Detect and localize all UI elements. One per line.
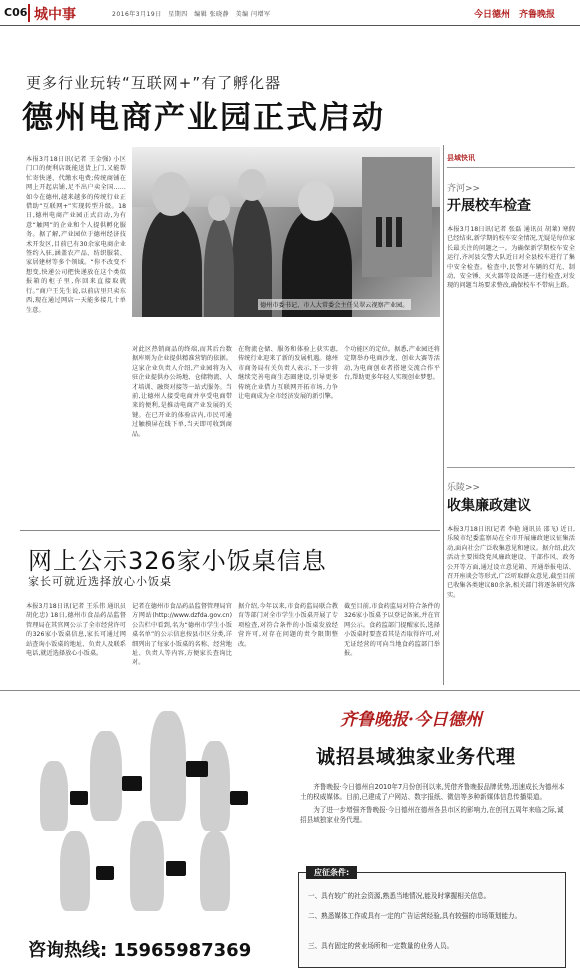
sidebar-rule	[447, 467, 575, 468]
illustration-person	[60, 831, 90, 911]
briefcase-icon	[96, 866, 114, 880]
illustration-person	[200, 831, 230, 911]
ad-body-paragraph: 齐鲁晚报·今日德州自2010年7月份创刊以来,凭借齐鲁晚报品牌优势,迅速成长为德州本土的权威媒体。目前,已建成了户网站、数字报纸、微信等多种新媒体信息传播渠道。	[300, 783, 565, 801]
article2-col2: 记者在德州市食品药品监督管理局官方网站(http://www.dzfda.gov.cn)公告栏中看到,名为“德州市学生小饭桌名单”的公示信息按县市区分类,详细列出了每家小饭桌的名称、经营地址、负责人等内容,方便家长查询比对。	[132, 603, 232, 667]
ad-body	[300, 782, 565, 825]
article2-col3: 据介绍,今年以来,市食药监局联合教育等部门对全市学生小饭桌开展了专项检查,对符合条件的小饭桌发放经营许可,对存在问题的责令限期整改。	[238, 603, 338, 648]
issue-meta: 2016年3月19日 星期四 编辑 张晓静 美编 闫增军	[112, 11, 271, 18]
county-news-sidebar	[447, 145, 575, 690]
news2-title: 收集廉政建议	[447, 498, 531, 514]
condition-item: 三、具有固定的营业场所和一定数量的业务人员。	[308, 942, 454, 950]
section-title: 城中事	[34, 7, 76, 23]
article-divider	[20, 530, 440, 531]
article2-col4: 截至目前,市食药监局对符合条件的326家小饭桌予以登记备案,并在官网公示。食药监部门提醒家长,选择小饭桌时要查看其是否取得许可,对无证经营的可向当地食药监部门举报。	[344, 603, 440, 658]
page-number: C06	[4, 6, 28, 19]
article1-photo	[132, 147, 440, 317]
news1-kicker: 齐河>>	[447, 184, 481, 194]
news2-body: 本报3月18日讯(记者 李艳 通讯员 邵飞) 近日,乐陵市纪委监察局在全市开展廉政建议征集活动,面向社会广泛收集意见和建议。据介绍,此次活动主要围绕党风廉政建设、干部作风、政务公开等方面,通过设立意见箱、开通举报电话、召开座谈会等形式,广泛听取群众意见,截至目前已收集各类建议80余条,相关部门将逐条研究落实。	[447, 526, 575, 599]
condition-item: 一、具有较广的社会资源,熟悉当地情况,能及时掌握相关信息。	[308, 892, 491, 900]
conditions-box	[298, 872, 566, 968]
conditions-label: 应征条件:	[306, 866, 357, 879]
illustration-person	[150, 711, 186, 821]
ad-brand: 齐鲁晚报·今日德州	[340, 710, 482, 730]
news2-kicker: 乐陵>>	[447, 483, 481, 493]
photo-caption: 德州市委书记、市人大常委会主任吴翠云视察产业园。	[258, 299, 411, 310]
illustration-person	[200, 741, 230, 831]
article1-col1: 本报3月18日讯(记者 王金强) 小区门口的便利店既能送货上门,又能帮忙寄快递、代缴水电费;传统商铺在网上开起店铺,足不出户卖全国……如今在德州,越来越多的传统行业正借助“互联网+”实现转型升级。18日,德州电商产业园正式启动,为有意“触网”的企业和个人提供孵化服务。据了解,产业园位于德州经济技术开发区,目前已有30余家电商企业签约入驻,涵盖农产品、纺织服装、家居建材等多个领域。“你不改变不想变,快递公司把快递放在这个类似报箱的柜子里,你回来直接取就行。”商户王先生说,以前店里只卖东西,现在通过网店一天能多接几十单生意。	[26, 156, 126, 314]
section-marker	[28, 4, 30, 22]
illustration-person	[40, 761, 68, 831]
article2-subhead: 家长可就近选择放心小饭桌	[28, 575, 172, 588]
briefcase-icon	[166, 861, 186, 876]
article1-headline: 德州电商产业园正式启动	[22, 100, 385, 136]
illustration-person	[90, 731, 122, 821]
article1-kicker: 更多行业玩转“互联网+”有了孵化器	[26, 74, 282, 92]
briefcase-icon	[186, 761, 208, 777]
condition-item: 二、熟悉媒体工作或具有一定的广告运营经验,具有较强的市场策划能力。	[308, 912, 522, 920]
news1-title: 开展校车检查	[447, 198, 531, 214]
sidebar-divider	[443, 145, 444, 685]
article2-headline: 网上公示326家小饭桌信息	[28, 547, 327, 575]
sidebar-label: 县域快讯	[447, 154, 475, 162]
article1-col4: 个功能区的定位。据悉,产业园还将定期举办电商沙龙、创业大赛等活动,为电商创业者搭建交流合作平台,帮助更多年轻人实现创业梦想。	[344, 346, 440, 382]
article1-col3: 在物流仓储、服务和体验上获实惠,传统行业迎来了新的发展机遇。德州市商务局有关负责人表示,下一步将继续完善电商生态圈建设,引导更多传统企业借力互联网开拓市场,力争让电商成为全市经济发展的新引擎。	[238, 346, 338, 401]
hotline[interactable]: 咨询热线: 15965987369	[28, 940, 252, 961]
illustration-person	[130, 821, 164, 911]
news1-body: 本报3月18日讯(记者 张磊 通讯员 胡莱) 寒假已经结束,新学期的校车安全情况,无疑是每位家长最关注的问题之一。为确保新学期校车安全运行,齐河县交警大队近日对全县校车进行了集中安全检查。检查中,民警对车辆的灯光、制动、安全锤、灭火器等设备逐一进行检查,对发现的问题当场要求整改,确保校车不带病上路。	[447, 226, 575, 290]
newspaper-brand: 今日德州 齐鲁晚报	[474, 10, 556, 20]
ad-body-paragraph: 为了进一步增强齐鲁晚报·今日德州在德州各县市区的影响力,在创刊五周年来临之际,诚招县域独家业务代理。	[300, 806, 564, 824]
article2-col1: 本报3月18日讯(记者 王乐伟 通讯员 胡化忠) 18日,德州市食品药品监督管理局在其官网公示了全市经营许可的326家小饭桌信息,家长可通过网站查询小饭桌的地址、负责人及联系电话,就近选择放心小饭桌。	[26, 603, 126, 658]
briefcase-icon	[122, 776, 142, 791]
ad-title: 诚招县域独家业务代理	[316, 746, 517, 768]
briefcase-icon	[70, 791, 88, 805]
page-header	[0, 0, 580, 26]
header-divider	[0, 25, 580, 26]
briefcase-icon	[230, 791, 248, 805]
sidebar-rule	[447, 167, 575, 168]
article1-col2: 对此区热销商品的终端,而其后台数据库则为企业提供精准营销的依据。这家企业负责人介绍,产业园将为入驻企业提供办公场地、仓储物流、人才培训、融资对接等一站式服务。当前,让德州人接受电商并享受电商带来的便利,是推动电商产业发展的关键。在已开业的体验店内,市民可通过触摸屏在线下单,当天即可收到商品。	[132, 346, 232, 438]
